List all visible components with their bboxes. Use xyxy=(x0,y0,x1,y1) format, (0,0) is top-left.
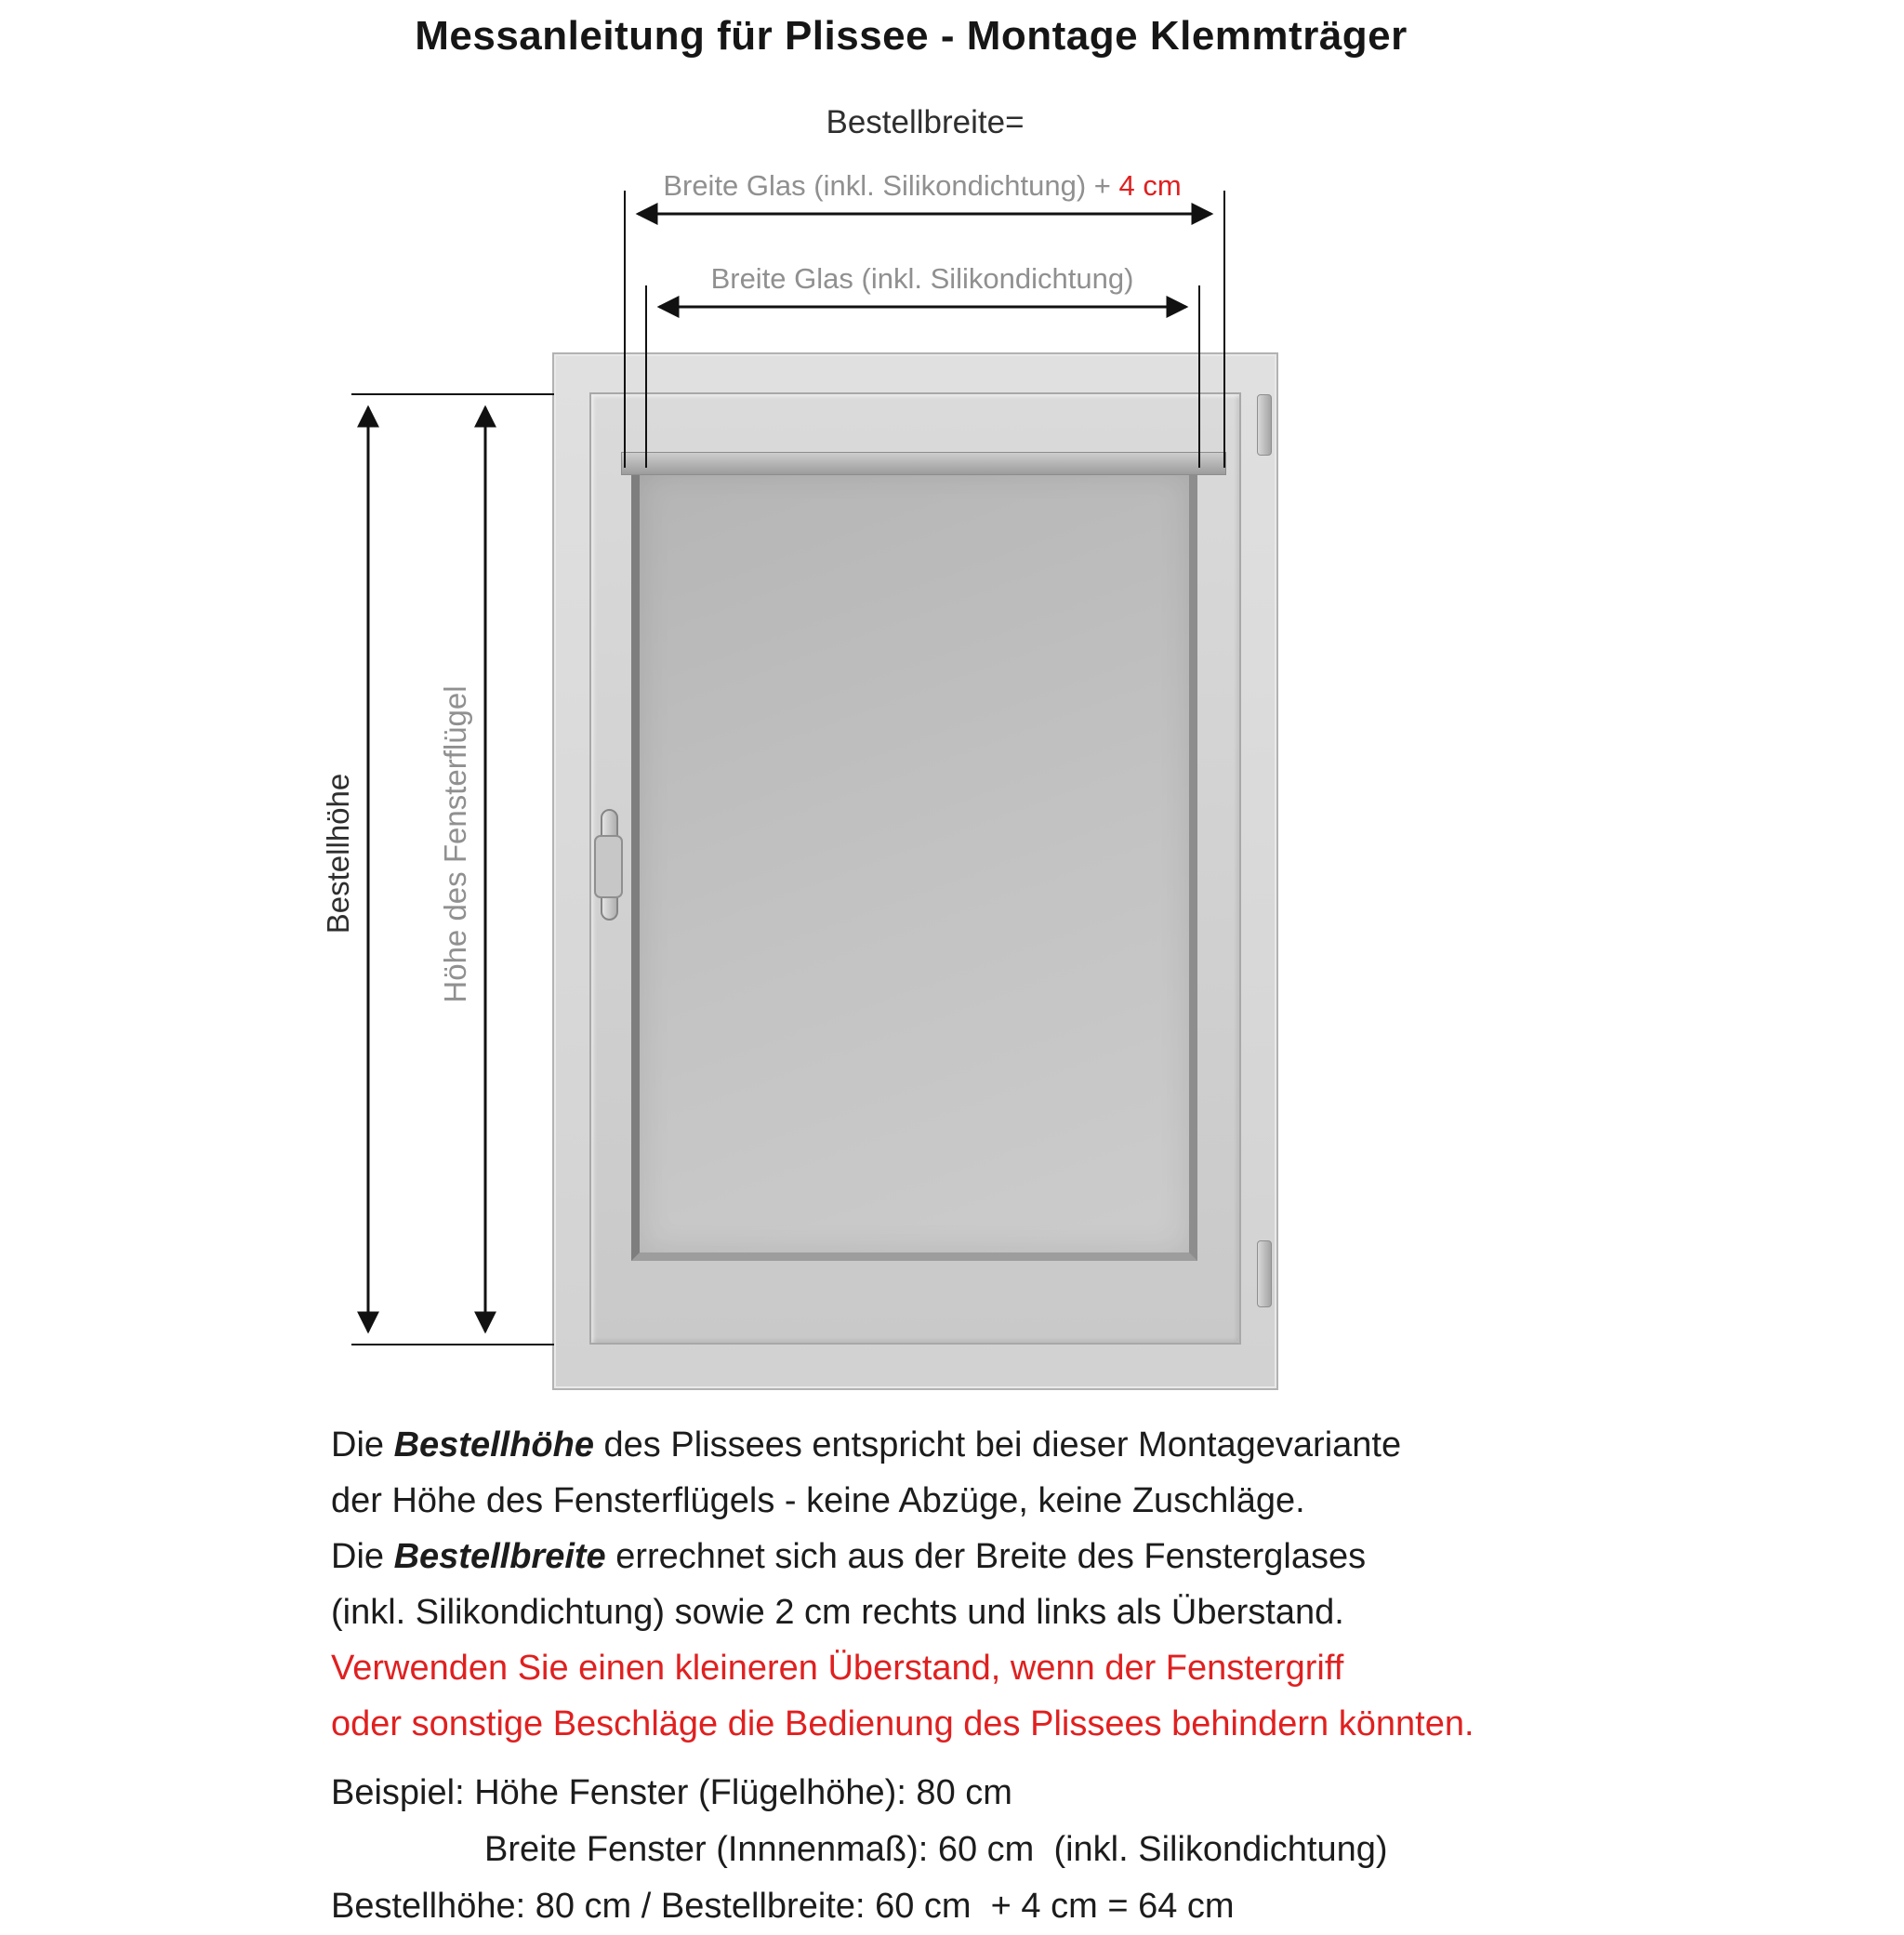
page-title: Messanleitung für Plissee - Montage Klemmträger xyxy=(415,13,1408,59)
hinge-top-right xyxy=(1257,394,1272,456)
text-line-3 xyxy=(331,1529,1474,1584)
order-width-formula xyxy=(663,169,1181,203)
example-line-2: Breite Fenster (Innnenmaß): 60 cm (inkl. Silikondichtung) xyxy=(484,1830,1388,1869)
order-height-term: Bestellhöhe xyxy=(393,1425,594,1465)
order-width-label: Bestellbreite= xyxy=(826,104,1025,140)
text-line-4: (inkl. Silikondichtung) sowie 2 cm rechts und links als Überstand. xyxy=(331,1593,1344,1632)
formula-red-text: 4 cm xyxy=(1118,169,1182,202)
sash-height-label: Höhe des Fensterflügel xyxy=(438,685,472,1003)
glass-width-label: Breite Glas (inkl. Silikondichtung) xyxy=(710,262,1134,295)
example-line-3: Bestellhöhe: 80 cm / Bestellbreite: 60 cm + 4 cm = 64 cm xyxy=(331,1887,1235,1926)
text-segment: errechnet sich aus der Breite des Fensterglases xyxy=(605,1537,1367,1576)
plissee-top-rail xyxy=(621,452,1226,475)
formula-gray-text: Breite Glas (inkl. Silikondichtung) + xyxy=(663,169,1119,202)
order-width-term: Bestellbreite xyxy=(393,1537,606,1576)
example-line-1: Beispiel: Höhe Fenster (Flügelhöhe): 80 cm xyxy=(331,1773,1012,1812)
text-segment: des Plissees entspricht bei dieser Montagevariante xyxy=(593,1425,1402,1465)
warning-line-2: oder sonstige Beschläge die Bedienung des Plissees behindern könnten. xyxy=(331,1704,1474,1743)
example-text xyxy=(331,1765,1388,1935)
window-glass xyxy=(631,463,1197,1261)
warning-line-1: Verwenden Sie einen kleineren Überstand, wenn der Fenstergriff xyxy=(331,1649,1344,1688)
hinge-bottom-right xyxy=(1257,1240,1272,1307)
text-line-2: der Höhe des Fensterflügels - keine Abzüge, keine Zuschläge. xyxy=(331,1481,1305,1520)
order-height-label: Bestellhöhe xyxy=(321,773,355,934)
text-segment: Die xyxy=(331,1425,394,1465)
window-handle-base xyxy=(594,835,623,898)
explanation-text xyxy=(331,1417,1474,1752)
text-segment: Die xyxy=(331,1537,394,1576)
text-line-1 xyxy=(331,1417,1474,1473)
